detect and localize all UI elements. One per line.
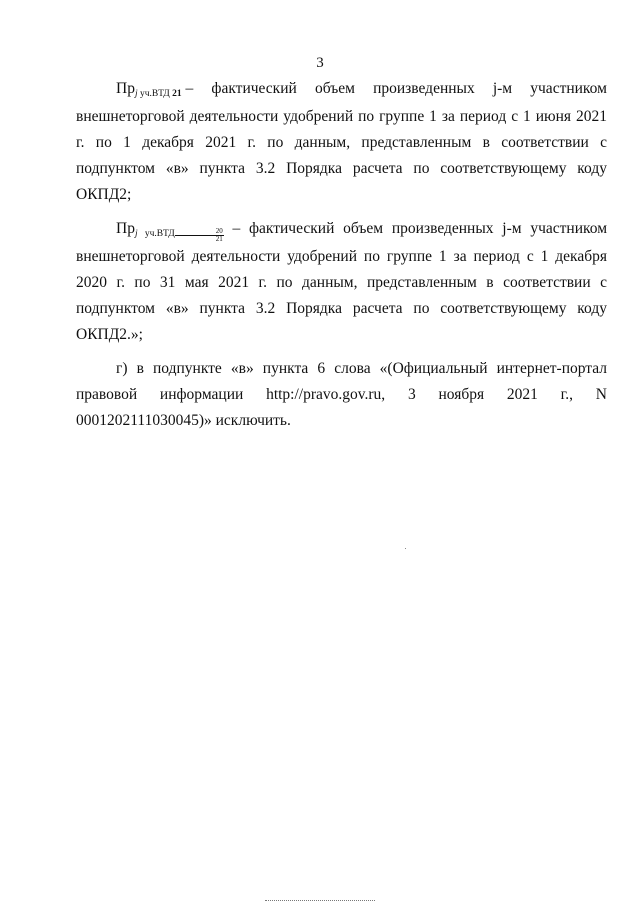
formula-pr-21 [116, 76, 193, 104]
scan-speck [405, 548, 406, 549]
formula-subscript: j уч.ВТД 21 [134, 89, 182, 99]
formula-dash: – [185, 80, 194, 97]
document-body [76, 76, 607, 442]
page-number: 3 [316, 55, 324, 71]
word: j-м [492, 80, 513, 97]
paragraph-3: г) в подпункте «в» пункта 6 слова «(Официальный интернет-портал правовой информации http://pravo.gov.ru, 3 ноября 2021 г., N 0001202111030045)» исключить. [76, 360, 607, 429]
paragraph-1 [76, 76, 607, 208]
formula-fraction: $\frac{20}{21}$ [175, 228, 224, 243]
paragraph-1-first-line [76, 76, 607, 104]
word: фактический [211, 80, 297, 97]
formula-pr-20-21 [116, 220, 224, 244]
paragraph-2 [76, 216, 607, 348]
scan-edge-line [265, 900, 375, 902]
word: участником [530, 80, 607, 97]
word: объем [314, 80, 355, 97]
paragraph-1-text: внешнеторговой деятельности удобрений по группе 1 за период с 1 июня 2021 г. по 1 декабря 2021 г. по данным, представленным в соответствии с подпунктом «в» пункта 3.2 Порядка расчета по соответствующему коду ОКПД2; [76, 108, 607, 203]
formula-base: Пр [116, 220, 135, 237]
word: произведенных [373, 80, 475, 97]
formula-base: Пр [116, 80, 135, 97]
paragraph-2-text: – фактический объем произведенных j-м участником внешнеторговой деятельности удобрений по группе 1 за период с 1 декабря 2020 г. по 31 мая 2021 г. по данным, представленным в соответствии с подпунктом «в» пункта 3.2 Порядка расчета по соответствующему коду ОКПД2.»; [76, 220, 608, 343]
formula-subscript: j уч.ВТД $\frac{20}{21}$ [134, 227, 223, 244]
